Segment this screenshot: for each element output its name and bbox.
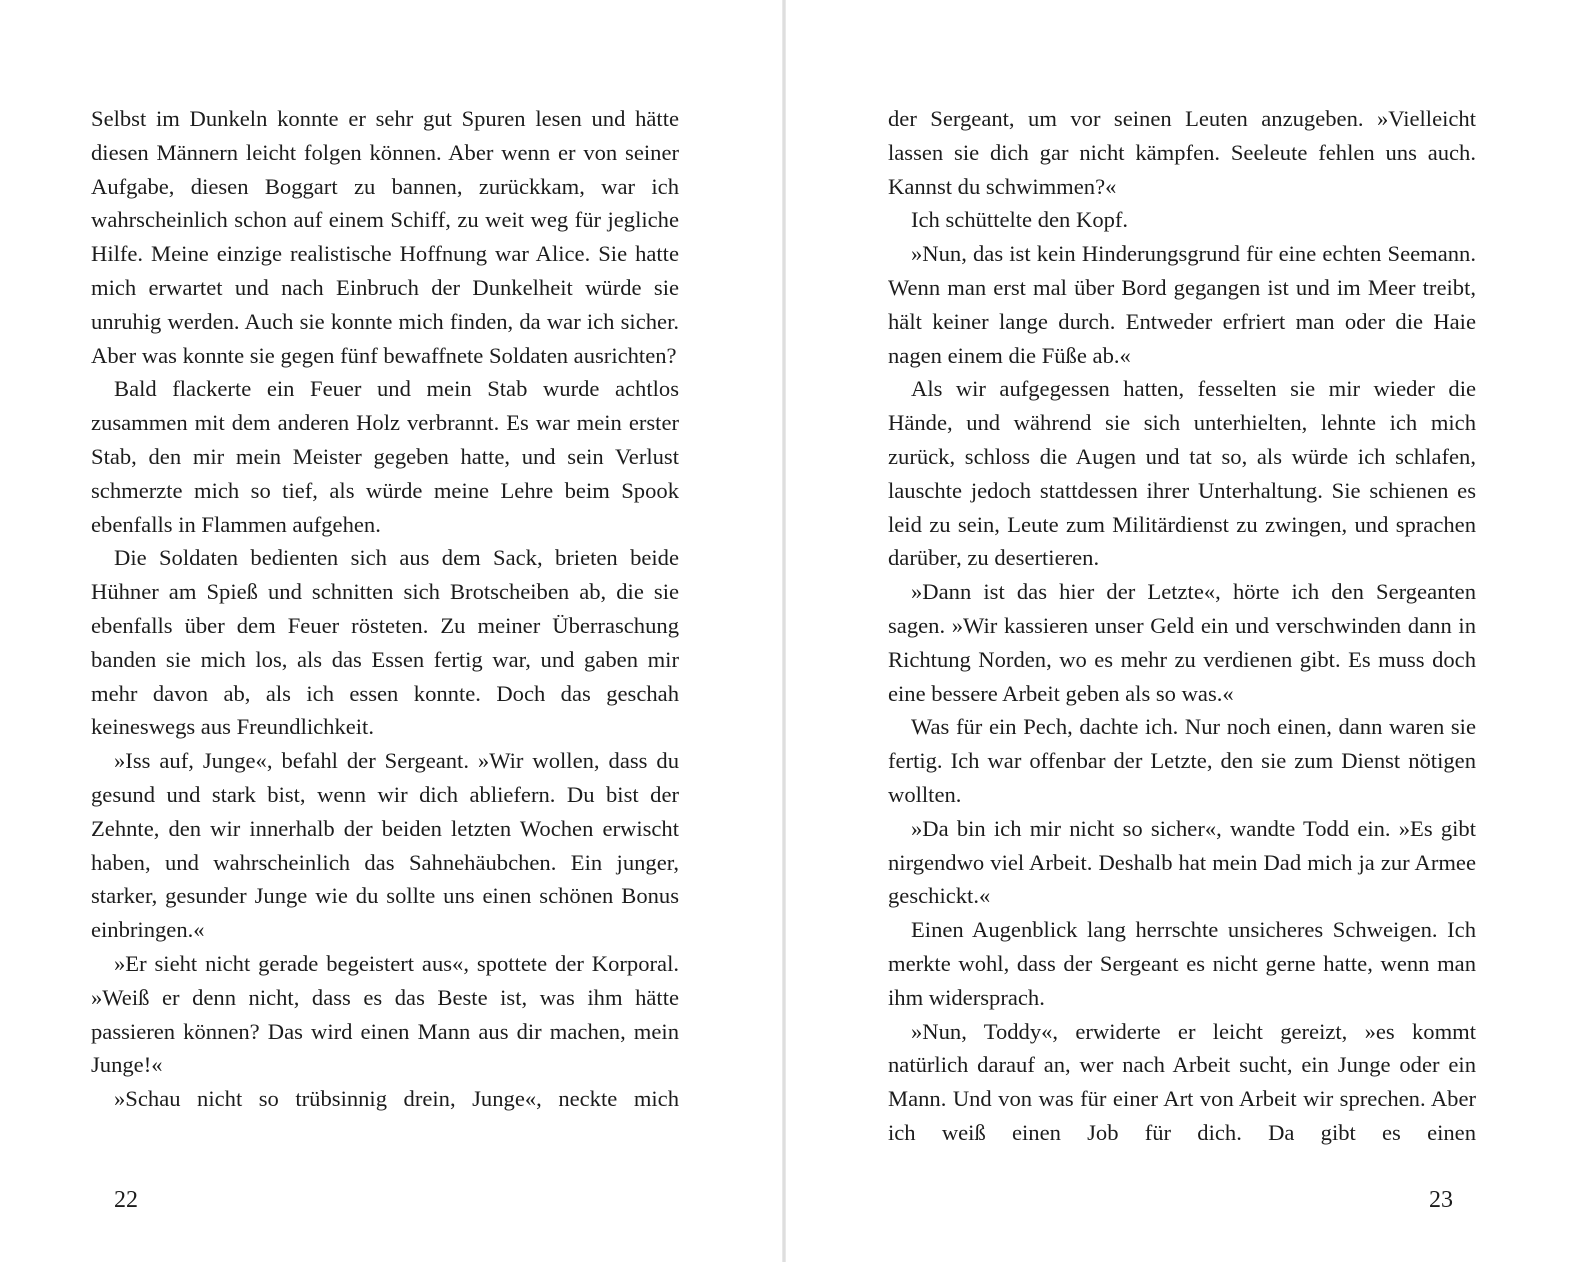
paragraph: Einen Augenblick lang herrschte unsicheres Schweigen. Ich merkte wohl, dass der Sergeant es nicht gerne hatte, wenn man ihm widersprach. — [888, 917, 1476, 1010]
paragraph: Bald flackerte ein Feuer und mein Stab wurde achtlos zusammen mit dem anderen Holz verbrannt. Es war mein erster Stab, den mir mein Meister gegeben hatte, und sein Verlust schmerzte mich so tief, als würde meine Lehre beim Spook ebenfalls in Flammen aufgehen. — [91, 376, 679, 537]
page-number: 22 — [114, 1187, 138, 1213]
right-page-text — [888, 102, 1476, 1150]
paragraph: Ich schüttelte den Kopf. — [911, 207, 1129, 233]
paragraph: Als wir aufgegessen hatten, fesselten sie mir wieder die Hände, und während sie sich unterhielten, lehnte ich mich zurück, schloss die Augen und tat so, als würde ich schlafen, lauschte jedoch stattdessen ihrer Unterhaltung. Sie schienen es leid zu sein, Leute zum Militärdienst zu zwingen, und sprachen darüber, zu desertieren. — [888, 376, 1476, 571]
paragraph: »Da bin ich mir nicht so sicher«, wandte Todd ein. »Es gibt nirgendwo viel Arbeit. Deshalb hat mein Dad mich ja zur Armee geschickt.« — [888, 815, 1476, 909]
paragraph: Selbst im Dunkeln konnte er sehr gut Spuren lesen und hätte diesen Männern leicht folgen können. Aber wenn er von seiner Aufgabe, diesen Boggart zu bannen, zurückkam, war ich wahrscheinlich schon auf einem Schiff, zu weit weg für jegliche Hilfe. Meine einzige realistische Hoffnung war Alice. Sie hatte mich erwartet und nach Einbruch der Dunkelheit würde sie unruhig werden. Auch sie konnte mich finden, da war ich sicher. Aber was konnte sie gegen fünf bewaffnete Soldaten ausrichten? — [91, 106, 679, 368]
paragraph: »Iss auf, Junge«, befahl der Sergeant. »Wir wollen, dass du gesund und stark bist, wenn wir dich abliefern. Du bist der Zehnte, den wir innerhalb der beiden letzten Wochen erwischt haben, und wahrscheinlich das Sahnehäubchen. Ein junger, starker, gesunder Junge wie du sollte uns einen schönen Bonus einbringen.« — [91, 748, 679, 943]
left-page-text — [91, 102, 679, 1116]
page-number: 23 — [1429, 1187, 1453, 1213]
paragraph: »Er sieht nicht gerade begeistert aus«, spottete der Korporal. »Weiß er denn nicht, dass es das Beste ist, was ihm hätte passieren können? Das wird einen Mann aus dir machen, mein Junge!« — [91, 950, 679, 1078]
paragraph: Was für ein Pech, dachte ich. Nur noch einen, dann waren sie fertig. Ich war offenbar der Letzte, den sie zum Dienst nötigen wollten. — [888, 714, 1476, 807]
paragraph: der Sergeant, um vor seinen Leuten anzugeben. »Vielleicht lassen sie dich gar nicht kämpfen. Seeleute fehlen uns auch. Kannst du schwimmen?« — [888, 106, 1476, 199]
left-page — [0, 0, 782, 1262]
right-page — [786, 0, 1580, 1262]
paragraph: Die Soldaten bedienten sich aus dem Sack, brieten beide Hühner am Spieß und schnitten sich Brotscheiben ab, die sie ebenfalls über dem Feuer rösteten. Zu meiner Überraschung banden sie mich los, als das Essen fertig war, und gaben mir mehr davon ab, als ich essen konnte. Doch das geschah keineswegs aus Freundlichkeit. — [91, 545, 679, 740]
paragraph: »Dann ist das hier der Letzte«, hörte ich den Sergeanten sagen. »Wir kassieren unser Geld ein und verschwinden dann in Richtung Norden, wo es mehr zu verdienen gibt. Es muss doch eine bessere Arbeit geben als so was.« — [888, 579, 1476, 706]
paragraph-continued: »Schau nicht so trübsinnig drein, Junge«, neckte mich — [114, 1086, 679, 1112]
paragraph-continued: »Nun, Toddy«, erwiderte er leicht gereizt, »es kommt natürlich darauf an, wer nach Arbeit sucht, ein Junge oder ein Mann. Und von was für einer Art von Arbeit wir sprechen. Aber ich weiß einen Job für dich. Da gibt es einen — [888, 1018, 1476, 1145]
paragraph: »Nun, das ist kein Hinderungsgrund für eine echten Seemann. Wenn man erst mal über Bord gegangen ist und im Meer treibt, hält keiner lange durch. Entweder erfriert man oder die Haie nagen einem die Füße ab.« — [888, 241, 1476, 368]
